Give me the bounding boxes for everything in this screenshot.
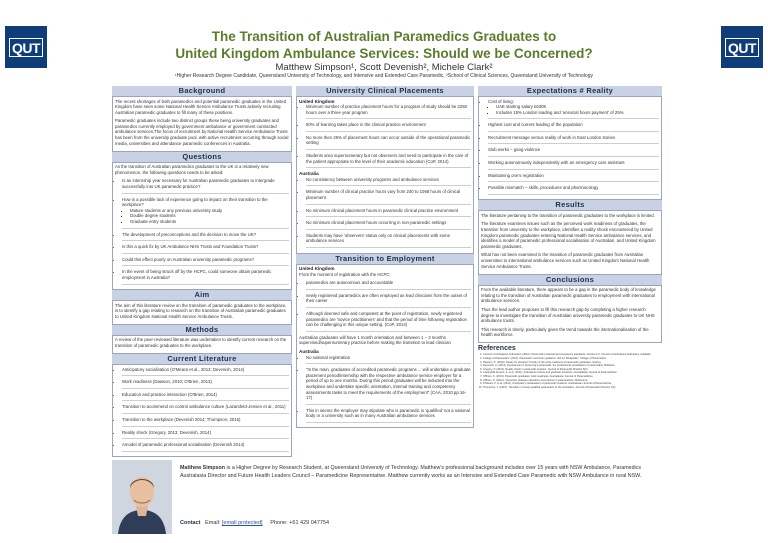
questions-heading: Questions <box>112 152 292 162</box>
list-item: ▪ Mature students or any previous university study <box>130 208 289 214</box>
list-item: • "In the main, graduates of accredited paramedic programs ... will undertake a graduate placement period/internship with the respective ambulance service employer for a period of up to one months. During this period graduates will be inducted into the workplace and undertake specific orientation, internal training and competency assessments tasks to meet the requirements of the employment" (CAA, 2010 pp.16-17) <box>306 367 471 405</box>
list-item: • Students area supernumerary but not observers and need to participate in the care of the patient appropriate to the level of their academic education (CoP, 2014) <box>306 153 471 168</box>
conclusions-section <box>478 285 662 344</box>
questions-intro: As the transition of Australian paramedics graduates to the UK is a relatively new phenomenon, the following questions needs to be asked: <box>115 164 269 175</box>
conclusions-heading: Conclusions <box>478 275 662 285</box>
expectations-section <box>478 96 662 200</box>
literature-heading: Current Literature <box>112 354 292 364</box>
author-photo <box>112 460 172 534</box>
list-item: • Work readiness (Dawson, 2010; O'Brien, 2013) <box>122 379 289 389</box>
aim-heading: Aim <box>112 290 292 300</box>
employment-au-label: Australia <box>299 348 319 354</box>
list-item: • 50% of learning takes place in the clinical practice environment <box>306 122 471 132</box>
results-section <box>478 210 662 274</box>
bio-name: Matthew Simpson <box>180 465 226 471</box>
results-heading: Results <box>478 200 662 210</box>
list-item: • No more then 25% of placement hours can occur outside of the operational paramedic setting <box>306 135 471 150</box>
list-item: • newly registered paramedics are often employed as lead clinicians from the outset of their career <box>306 293 471 308</box>
qut-logo-right <box>721 26 763 68</box>
list-item: • Students may have 'observers' status only on clinical placements with some ambulance services <box>306 233 471 248</box>
reference-item: 3. Dawson, K. (2010). Ready for practice? A study of the work readiness of paramedic graduates. Sydney. <box>483 361 662 364</box>
list-item: • Although deemed safe and competent at the point of registration, newly registered paramedics are 'novice practitioners' and that the period of time following registration can be challenging in this unique setting. (CoP, 2014) <box>306 311 471 332</box>
authors: Matthew Simpson¹, Scott Devenish², Michele Clark² <box>275 62 493 73</box>
list-item: • In the event of being struck off by the HCPC, could someone obtain paramedic employment in Australia? <box>122 269 289 284</box>
references-list <box>478 353 662 389</box>
placements-au-list <box>299 177 471 248</box>
reference-item: 10. Thompson, J. (2015). Transition of newly qualified paramedics to the workplace. Journal of Paramedic Practice 7(2). <box>483 386 662 389</box>
list-item: • Maintaining one's registration <box>488 173 659 183</box>
placements-heading: University Clinical Placements <box>296 86 474 96</box>
employment-uk-list <box>299 280 471 332</box>
list-item: • No national registration <box>306 355 471 365</box>
column-left <box>112 86 292 457</box>
contact-label: Contact <box>180 520 201 526</box>
reference-item: 7. O'Brien, K. (2013). Paramedic graduates' work readiness. Australasian Journal of Paramedicine. <box>483 375 662 378</box>
list-item: ▪ Graduate entry students <box>130 219 289 225</box>
list-item: • Reality shock (Gregory, 2013; Devenish, 2014) <box>122 430 289 440</box>
phone-number: +61 429 047754 <box>289 520 330 526</box>
reference-item: 5. Gregory, P. (2013). Reality shock in paramedic practice. Journal of Paramedic Practice 5(2). <box>483 368 662 371</box>
list-item: • Minimum number of clinical practice hours vary from 240 to 1068 hours of clinical placement <box>306 189 471 204</box>
aim-section <box>112 300 292 325</box>
questions-sublist <box>122 208 289 225</box>
list-item: ▪ Includes 15% London loading and 'unsocial hours payment' of 25% <box>496 110 659 116</box>
list-item: • paramedics are autonomous and accountable <box>306 280 471 290</box>
conclusions-paragraph-1: From the available literature, there appears to be a gap in the paramedic body of knowledge relating to the transition of Australian paramedic graduates to employment with international ambulance services. <box>481 287 656 304</box>
aim-text: The aim of this literature review on the transition of paramedic graduates to the workplace, is to identify a gap relating to research on the transition of Australian paramedic graduates to United Kingdom National Health Service Ambulance Trusts. <box>115 302 287 319</box>
list-item: • How is a possible lack of experience going to impact on their transition to the workplace? ▪ Mature students or any previous university study ▪ Double degree students ▪ Graduate entry students <box>122 197 289 229</box>
reference-item: 8. O'Brien, K. (2014). Interaction between education and practice in paramedicine. Melbourne. <box>483 379 662 382</box>
reference-item: 9. O'Meara, P. et al. (2012). Anticipatory socialisation of paramedic students. Australasian Journal of Paramedicine. <box>483 382 662 385</box>
affiliations: ¹Higher Research Degree Candidate, Queensland University of Technology, and Intensive and Extended Care Paramedic, ²School of Clinical Sciences, Queensland University of Technology <box>174 73 593 79</box>
employment-au-list <box>299 355 471 423</box>
placements-uk-label: United Kingdom <box>299 98 335 104</box>
questions-list <box>115 178 289 284</box>
conclusions-paragraph-3: This research is timely, particularly given the trend towards the internationalisation of the health workforce. <box>481 326 649 338</box>
list-item: ▪ Double degree students <box>130 213 289 219</box>
employment-heading: Transition to Employment <box>296 254 474 264</box>
placements-au-label: Australia <box>299 171 319 177</box>
literature-section <box>112 364 292 457</box>
methods-text: A review of the peer-reviewed literature was undertaken to identify current research on the transition of paramedic graduates to the workplace. <box>115 337 287 348</box>
email-label: Email: <box>205 520 221 526</box>
bio-contact <box>180 520 329 526</box>
questions-section <box>112 162 292 290</box>
results-paragraph-1: The literature pertaining to the transition of paramedic graduates to the workplace is limited. <box>481 212 655 218</box>
employment-uk-label: United Kingdom <box>299 266 335 271</box>
list-item: • Working autonomously independently with an emergency care assistant <box>488 160 659 170</box>
methods-heading: Methods <box>112 325 292 335</box>
poster-title-line-1: The Transition of Australian Paramedics Graduates to <box>211 29 557 44</box>
list-item: • Transition to acommend on control ambulance culture (Lazarsfeld-Jensen et al., 2011) <box>122 404 289 414</box>
poster-title-line-2: United Kingdom Ambulance Services: Should we be Concerned? <box>175 46 593 61</box>
bio-description: is a Higher Degree by Research Student, at Queensland University of Technology. Matthew's professional background includes over 15 years with NSW Ambulance, Paramedics Australasia Director and Future Health Leaders Council – Paramedicine Representative. Matthew currently works as an Intensive and Extended Care Paramedic with NSW Ambulance in rural NSW. <box>180 465 642 479</box>
background-paragraph-1: The recent shortages of both paramedics and potential paramedic graduates in the United Kingdom have seen some National Health Service Ambulance Trusts actively recruiting Australian paramedic graduates to fill many of these positions. <box>115 98 287 115</box>
reference-item: 2. College of Paramedics. (2014). Paramedic curriculum guidance. 3rd ed. Bridgwater: College of Paramedics. <box>483 357 662 360</box>
placements-section <box>296 96 474 254</box>
results-paragraph-3: What has not been examined is the transition of paramedic graduates from Australian universities to international ambulance services such as United Kingdom National Health Service Ambulance Trusts. <box>481 252 650 269</box>
background-section <box>112 96 292 152</box>
list-item: • Possible mismatch – skills, procedures and pharmacology <box>488 185 659 195</box>
references-heading: References <box>478 345 516 353</box>
placements-uk-list <box>299 104 471 168</box>
reference-item: 6. Lazarsfeld-Jensen, A. et al. (2011). Ambulance culture and graduate transition. Australasian Journal of Paramedicine. <box>483 371 662 374</box>
literature-list <box>115 367 289 452</box>
list-item: • Is an internship year necessary for Australian paramedic graduates to intergrade successfully into UK paramedic practice? <box>122 178 289 193</box>
background-heading: Background <box>112 86 292 96</box>
qut-logo-left <box>5 26 47 68</box>
list-item: • Cost of living: ▪ UAE starting salary £630K ▪ Includes 15% London loading and 'unsocial hours payment' of 25% <box>488 99 659 120</box>
background-paragraph-2: Paramedic graduates include two distinct groups these being university graduates and paramedics currently employed by government ambulance or government contracted ambulance services.The focus of recruitment by National Health Service Ambulance Trusts has been from the university graduate pool, with active recruitment occurring through social media, universities and attendance paramedic conferences in Australia. <box>115 118 289 146</box>
list-item: • No minimum clinical placement hours occurring in non-paramedic settings <box>306 220 471 230</box>
column-middle <box>296 86 474 428</box>
list-item: • Recruitment message versus reality of work in East London stories <box>488 135 659 145</box>
list-item: • Minimum number of practice placement hours for a program of study should be 2250 hours over a three year program <box>306 104 471 119</box>
reference-item: 4. Devenish, A. (2014). Experiences in becoming a paramedic: the professional socialisation of paramedics. Brisbane. <box>483 364 662 367</box>
conclusions-paragraph-2: Thus the lead author proposes to fill this research gap by completing a higher research degree to investigate the transition of Australian university paramedic graduates to UK NHS ambulance trusts. <box>481 306 655 324</box>
employment-uk-note: Australian graduates will have 1 month orientation and between 1 – 3 months supervised/supernumerary practice before making the transition to lead clinician <box>299 334 451 346</box>
expectations-heading: Expectations # Reality <box>478 86 662 96</box>
list-item: • No consistency between university programs and ambulance services <box>306 177 471 187</box>
list-item: • Transition to the workplace (Devenish 2014; Thompson, 2015) <box>122 417 289 427</box>
list-item: • This in seems the employer may stipulate who is paramedic is 'qualified' not a national body or a university such as in many Australian ambulance services <box>306 408 471 423</box>
expectations-sublist <box>488 104 659 115</box>
results-paragraph-2: The literature examines issues such as the perceived work readiness of graduates, the transition from university to the workplace, identifies a reality shock encountered by United Kingdom paramedic graduates entering National Health Service ambulance services, and identifies a model of paramedic professional socialisation of Australian, and United Kingdom paramedic graduates. <box>481 221 656 249</box>
list-item: • The development of preconceptions and the decision to move the UK? <box>122 232 289 242</box>
person-portrait-icon <box>112 460 172 534</box>
methods-section <box>112 335 292 354</box>
phone-label: Phone: <box>270 520 288 526</box>
list-item: • No minimum clinical placement hours in paramedic clinical practice environment <box>306 208 471 218</box>
list-item: • Is this a quick fix by UK Ambulance NHS Trusts and Foundation Trusts? <box>122 244 289 254</box>
list-item: • Slob works – gang violence <box>488 147 659 157</box>
list-item: • Highest cost and current leading of the population <box>488 122 659 132</box>
author-bio <box>112 460 662 534</box>
list-item: ▪ UAE starting salary £630K <box>496 104 659 110</box>
list-item: • Amodel of paramedic professional socialisation (Devenish 2014) <box>122 442 289 452</box>
qut-logo-text: QUT <box>9 38 43 57</box>
email-link[interactable]: [email protected] <box>221 520 263 526</box>
employment-uk-intro: From the moment of registration with the HCPC: <box>299 271 391 277</box>
qut-logo-text: QUT <box>725 38 759 57</box>
bio-text <box>180 464 650 480</box>
reference-item: 1. Council of Ambulance Authorities. (2010). Paramedic professional competency standards. Version 2.2. Council of Ambulance Authorities, Adelaide. <box>483 353 662 356</box>
list-item: • Education and practice interaction (O'Brien, 2014) <box>122 392 289 402</box>
column-right <box>478 86 662 389</box>
expectations-list <box>481 99 659 195</box>
list-item: • Anticipatory socialisation (O'Meara et al., 2012; Devenish, 2014) <box>122 367 289 377</box>
list-item: • Could this effect poorly on Australian university paramedic programs? <box>122 257 289 267</box>
employment-section <box>296 264 474 429</box>
